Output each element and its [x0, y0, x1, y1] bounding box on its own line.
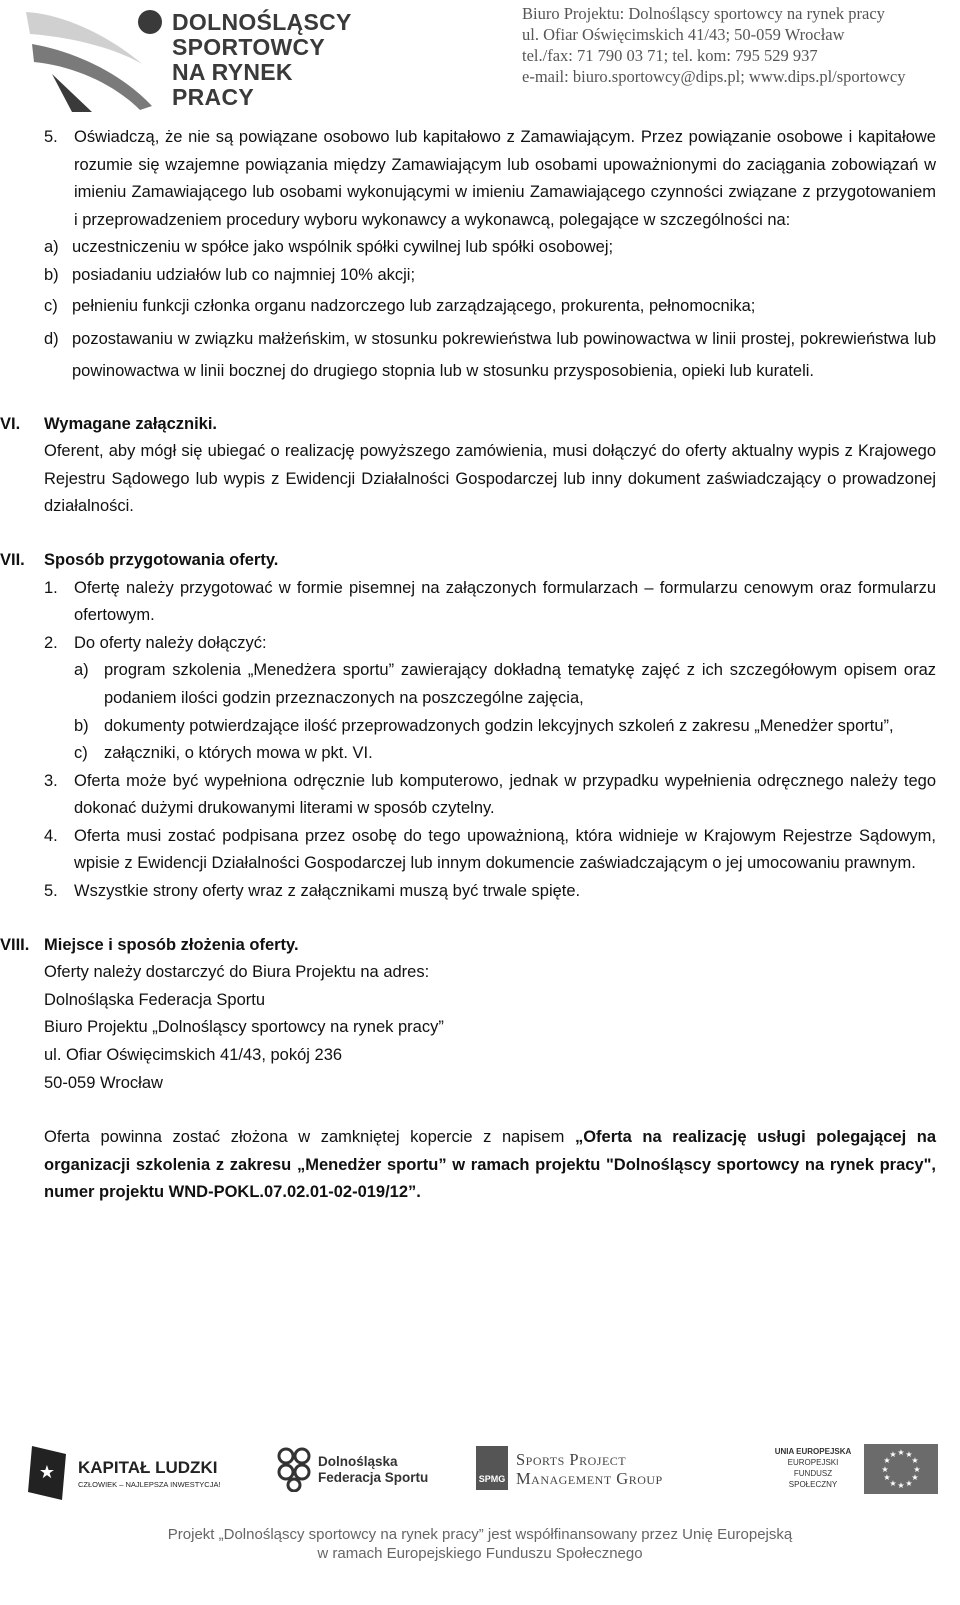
item-label: 5.	[44, 882, 58, 901]
item-text: pełnieniu funkcji członka organu nadzorczego lub zarządzającego, prokurenta, pełnomocnika;	[72, 296, 756, 315]
list-item	[74, 713, 936, 741]
list-item	[74, 740, 936, 768]
kapital-ludzki-subtitle: CZŁOWIEK – NAJLEPSZA INWESTYCJA!	[78, 1480, 221, 1489]
federacja-line-2: Federacja Sportu	[318, 1470, 429, 1485]
section-vii	[0, 547, 936, 906]
spmg-line-1: Sports Project	[516, 1450, 627, 1469]
item-text: uczestniczeniu w spółce jako wspólnik spółki cywilnej lub spółki osobowej;	[72, 238, 614, 257]
list-item	[74, 657, 936, 712]
address-line: ul. Ofiar Oświęcimskich 41/43, pokój 236	[44, 1046, 343, 1065]
closing-plain: Oferta powinna zostać złożona w zamkniętej kopercie z napisem	[44, 1128, 575, 1147]
eu-logo	[766, 1440, 942, 1502]
section-number: VI.	[0, 414, 21, 433]
attachments-sublist	[74, 657, 936, 767]
contact-line: ul. Ofiar Oświęcimskich 41/43; 50-059 Wrocław	[522, 25, 845, 44]
footer-note	[0, 1525, 960, 1563]
section-viii	[0, 932, 936, 1207]
list-item	[44, 823, 936, 878]
point-number: 5.	[44, 128, 58, 146]
contact-line: tel./fax: 71 790 03 71; tel. kom: 795 529 937	[522, 46, 818, 65]
item-label: a)	[44, 238, 59, 257]
runner-swoosh-icon	[22, 4, 172, 116]
list-item	[44, 234, 936, 262]
eu-line-3: FUNDUSZ SPOŁECZNY	[788, 1469, 838, 1489]
section-vi	[0, 411, 936, 521]
section-number: VII.	[0, 550, 25, 569]
logo-wordmark	[172, 10, 352, 110]
item-text: program szkolenia „Menedżera sportu” zawierający dokładną tematykę zajęć z ich szczegółowym opisem oraz podaniem ilości godzin przeznaczonych na poszczególne zajęcia,	[104, 661, 936, 707]
offer-preparation-list	[44, 575, 936, 906]
section-title: Wymagane załączniki.	[44, 414, 218, 433]
item-label: 3.	[44, 771, 58, 790]
list-item	[44, 290, 936, 323]
section-number: VIII.	[0, 935, 30, 954]
logo-line-1: DOLNOŚLĄSCY	[172, 9, 352, 35]
list-item	[44, 575, 936, 630]
kapital-ludzki-logo	[26, 1444, 226, 1504]
item-label: 4.	[44, 826, 58, 845]
svg-text:★: ★	[905, 1479, 913, 1488]
section-heading	[0, 411, 936, 439]
item-label: a)	[74, 661, 89, 680]
svg-text:★: ★	[913, 1465, 921, 1474]
list-item	[44, 323, 936, 387]
list-item	[44, 262, 936, 290]
item-text: Ofertę należy przygotować w formie pisemnej na załączonych formularzach – formularzu cenowym oraz formularzu ofertowym.	[74, 578, 936, 625]
item-text: dokumenty potwierdzające ilość przeprowadzonych godzin lekcyjnych szkoleń z zakresu „Menedżer sportu”,	[104, 716, 894, 735]
section-heading	[0, 547, 936, 575]
item-label: 2.	[44, 633, 58, 652]
eu-text	[770, 1446, 856, 1490]
address-line: Dolnośląska Federacja Sportu	[44, 990, 266, 1009]
document-body	[0, 124, 936, 1207]
spmg-line-2: Management Group	[516, 1469, 663, 1488]
svg-text:★: ★	[911, 1473, 919, 1482]
contact-line: e-mail: biuro.sportowcy@dips.pl; www.dips.pl/sportowcy	[522, 67, 906, 86]
section-title: Sposób przygotowania oferty.	[44, 550, 279, 569]
closing-bold: „Oferta na realizację usługi polegającej na organizacji szkolenia z zakresu „Menedżer sportu” w ramach projektu "Dolnośląscy sportowcy na rynek pracy", numer projektu WND-POKL.07.02.01-02-019/12”.	[44, 1128, 936, 1202]
item-label: b)	[74, 716, 89, 735]
point-5	[44, 124, 936, 234]
eu-line-1: UNIA EUROPEJSKA	[774, 1447, 852, 1456]
item-label: c)	[74, 744, 88, 763]
address-line: Biuro Projektu „Dolnośląscy sportowcy na rynek pracy”	[44, 1018, 444, 1037]
svg-text:★: ★	[897, 1481, 905, 1490]
federacja-sportu-logo	[276, 1446, 436, 1496]
eu-flag-icon	[864, 1444, 938, 1494]
point-text: Oświadczą, że nie są powiązane osobowo lub kapitałowo z Zamawiającym. Przez powiązanie osobowe i kapitałowe rozumie się wzajemne powiązania między Zamawiającym lub osobami upoważnionymi do zaciągania zobowiązań w imieniu Zamawiającego lub osobami wykonującymi w imieniu Zamawiającego czynności związane z przygotowaniem i przeprowadzeniem procedury wyboru wykonawcy a wykonawcą, polegające w szczególności na:	[74, 128, 936, 229]
contact-line: Biuro Projektu: Dolnośląscy sportowcy na rynek pracy	[522, 4, 885, 23]
svg-text:★: ★	[889, 1479, 897, 1488]
item-label: 1.	[44, 578, 58, 597]
svg-text:★: ★	[881, 1465, 889, 1474]
spmg-badge: SPMG	[476, 1446, 508, 1490]
item-text: Wszystkie strony oferty wraz z załącznikami muszą być trwale spięte.	[74, 882, 581, 901]
footer-line-1: Projekt „Dolnośląscy sportowcy na rynek pracy” jest współfinansowany przez Unię Europejską	[167, 1526, 793, 1543]
kapital-ludzki-title: KAPITAŁ LUDZKI	[78, 1458, 218, 1477]
eu-line-2: EUROPEJSKI	[787, 1458, 839, 1467]
federacja-rings-icon	[276, 1446, 312, 1492]
closing-paragraph	[44, 1124, 936, 1207]
list-item	[44, 768, 936, 823]
spmg-logo	[476, 1446, 706, 1496]
section-title: Miejsce i sposób złożenia oferty.	[44, 935, 299, 954]
item-text: załączniki, o których mowa w pkt. VI.	[104, 744, 373, 763]
address-line: 50-059 Wrocław	[44, 1073, 163, 1092]
list-item	[44, 878, 936, 906]
section-paragraph: Oferent, aby mógł się ubiegać o realizację powyższego zamówienia, musi dołączyć do oferty aktualny wypis z Krajowego Rejestru Sądowego lub wypis z Ewidencji Działalności Gospodarczej lub inny dokument zaświadczający o prowadzonej działalności.	[44, 442, 936, 516]
svg-text:★: ★	[883, 1473, 891, 1482]
contact-block	[522, 3, 940, 87]
item-label: d)	[44, 329, 59, 348]
list-item	[44, 630, 936, 658]
dolnoslascy-sportowcy-logo	[22, 4, 352, 116]
svg-text:★: ★	[883, 1456, 891, 1465]
federacja-text	[318, 1454, 428, 1486]
item-label: c)	[44, 296, 58, 315]
logo-line-3: NA RYNEK PRACY	[172, 59, 293, 110]
svg-text:★: ★	[889, 1450, 897, 1459]
logo-line-2: SPORTOWCY	[172, 34, 326, 60]
page-header	[0, 0, 960, 118]
eu-stars-icon	[864, 1444, 938, 1494]
item-text: Oferta może być wypełniona odręcznie lub komputerowo, jednak w przypadku wypełnienia odręcznego należy tego dokonać dużymi drukowanymi literami w sposób czytelny.	[74, 771, 936, 818]
item-text: Oferta musi zostać podpisana przez osobę do tego upoważnioną, która widnieje w Krajowym Rejestrze Sądowym, wpisie z Ewidencji Działalności Gospodarczej lub innym dokumencie zaświadczającym o jej umocowaniu prawnym.	[74, 826, 936, 873]
item-text: Do oferty należy dołączyć:	[74, 633, 267, 652]
svg-text:★: ★	[897, 1448, 905, 1457]
svg-text:★: ★	[905, 1450, 913, 1459]
footer-line-2: w ramach Europejskiego Funduszu Społecznego	[317, 1545, 643, 1562]
svg-text:★: ★	[38, 1462, 56, 1482]
item-text: posiadaniu udziałów lub co najmniej 10% akcji;	[72, 265, 416, 284]
item-text: pozostawaniu w związku małżeńskim, w stosunku pokrewieństwa lub powinowactwa w linii prostej, pokrewieństwa lub powinowactwa w linii bocznej do drugiego stopnia lub w stosunku przysposobienia, opieki lub kurateli.	[72, 329, 936, 380]
footer-logos	[0, 1430, 960, 1510]
svg-text:★: ★	[911, 1456, 919, 1465]
relations-list	[44, 234, 936, 386]
item-label: b)	[44, 265, 59, 284]
section-heading	[0, 932, 936, 960]
federacja-line-1: Dolnośląska	[318, 1454, 398, 1469]
spmg-text	[516, 1450, 663, 1488]
kapital-ludzki-emblem-icon	[26, 1444, 70, 1502]
address-line: Oferty należy dostarczyć do Biura Projektu na adres:	[44, 963, 430, 982]
